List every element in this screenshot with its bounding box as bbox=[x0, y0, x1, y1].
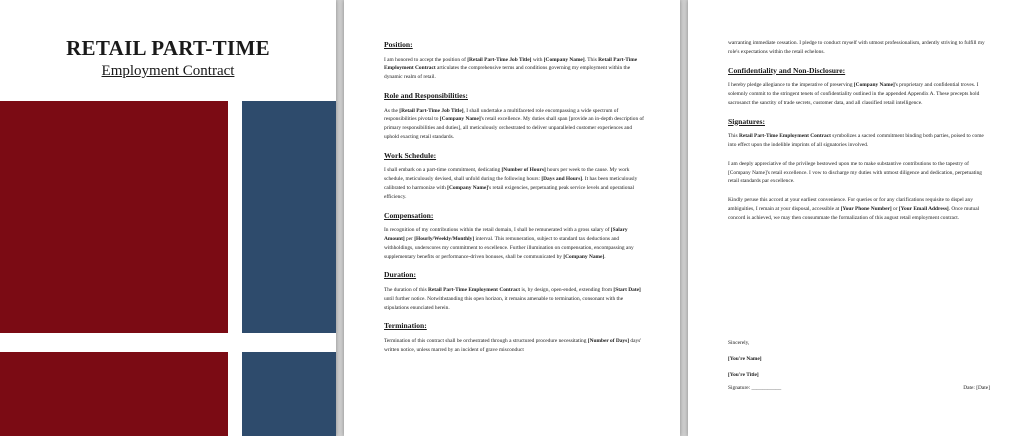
body-text: articulates the comprehensive terms and conditions governing my employment within the dynamic realm of retail. bbox=[384, 65, 631, 81]
section-heading: Signatures: bbox=[728, 116, 765, 126]
cover-block-red-bottom bbox=[0, 352, 228, 436]
body-text: per bbox=[404, 235, 415, 242]
paragraph bbox=[384, 286, 646, 312]
body-text: warranting immediate cessation. I pledge to conduct myself with utmost professionalism, ardently striving to fulfill my role's expectations within the retail echelons. bbox=[728, 40, 985, 55]
placeholder-text: Retail Part-Time Employment Contract bbox=[384, 56, 638, 72]
body-text: 's retail exigencies, perpetuating peak service levels and operational efficiency. bbox=[384, 184, 635, 200]
signature-row bbox=[728, 385, 990, 391]
placeholder-text: [Number of Days] bbox=[587, 337, 630, 344]
body-text: This bbox=[728, 133, 739, 140]
paragraph bbox=[384, 337, 646, 355]
placeholder-text: Retail Part-Time Employment Contract bbox=[738, 133, 831, 140]
paragraph bbox=[384, 107, 646, 142]
placeholder-text: [Hourly/Weekly/Monthly] bbox=[414, 235, 475, 242]
section-heading: Duration: bbox=[384, 270, 417, 280]
body-text: I hereby pledge allegiance to the imperative of preserving bbox=[728, 82, 854, 89]
contract-page-3 bbox=[688, 0, 1024, 436]
body-text: . This bbox=[584, 56, 599, 63]
contract-page-2 bbox=[344, 0, 680, 436]
placeholder-text: [Company Name] bbox=[853, 82, 895, 89]
page-3-content bbox=[728, 39, 990, 233]
body-text: 's proprietary and confidential troves. I solemnly commit to the stringent tenets of confidentiality outlined in the appended Appendix A. These precepts hold sacrosanct the sanctity of trade secrets, customer data, and all classified retail intelligence. bbox=[728, 82, 980, 106]
your-title: [You're Title] bbox=[728, 372, 759, 378]
body-text: In recognition of my contributions within the retail domain, I shall be remunerated with a gross salary of bbox=[384, 227, 611, 234]
paragraph bbox=[728, 196, 990, 222]
placeholder-text: [Company Name] bbox=[439, 116, 481, 123]
paragraph bbox=[728, 160, 990, 186]
your-name-block bbox=[728, 355, 990, 363]
page-2-content bbox=[384, 41, 646, 365]
section-heading: Work Schedule: bbox=[384, 150, 437, 160]
placeholder-text: [Company Name] bbox=[543, 56, 585, 63]
date-label: Date: [Date] bbox=[963, 385, 990, 391]
cover-page bbox=[0, 0, 336, 436]
paragraph bbox=[728, 132, 990, 150]
body-text: The duration of this bbox=[384, 286, 429, 293]
paragraph bbox=[384, 56, 646, 82]
placeholder-text: [Company Name] bbox=[447, 184, 489, 191]
body-text: . It has been meticulously calibrated to harmonize with bbox=[384, 176, 638, 191]
your-title-block bbox=[728, 371, 990, 379]
cover-block-blue-bottom bbox=[242, 352, 336, 436]
section-heading: Confidentiality and Non-Disclosure: bbox=[728, 65, 846, 75]
cover-block-blue-right bbox=[242, 101, 336, 333]
body-text: is, by design, open-ended, extending from bbox=[520, 286, 614, 293]
your-name: [You're Name] bbox=[728, 356, 762, 362]
body-text: , I shall undertake a multifaceted role encompassing a wide spectrum of responsibilities pivotal to bbox=[384, 107, 619, 123]
cover-title: RETAIL PART-TIME bbox=[66, 36, 270, 60]
paragraph bbox=[384, 166, 646, 201]
placeholder-text: [Your Phone Number] bbox=[840, 205, 892, 212]
closing-sincerely: Sincerely, bbox=[728, 340, 750, 346]
placeholder-text: [Retail Part-Time Job Title] bbox=[467, 56, 532, 63]
body-text: interval. This remuneration, subject to standard tax deductions and withholdings, underscores my commitment to excellence. Further illumination on compensation, encompassing any supplementary benefits or performance-driven bonuses, shall be communicated by bbox=[384, 235, 634, 260]
body-text: . Once mutual concord is achieved, we may then consummate the formalization of this august retail employment contract. bbox=[728, 205, 980, 221]
placeholder-text: [Salary Amount] bbox=[384, 227, 628, 242]
body-text: Kindly peruse this accord at your earliest convenience. For queries or for any clarifications requisite to dispel any ambiguities, I remain at your disposal, accessible at bbox=[728, 197, 973, 212]
cover-block-red-large bbox=[0, 101, 228, 333]
placeholder-text: [Retail Part-Time Job Title] bbox=[399, 107, 464, 114]
closing-block bbox=[728, 339, 990, 347]
section-heading: Role and Responsibilities: bbox=[384, 90, 468, 100]
placeholder-text: [Start Date] bbox=[613, 286, 641, 293]
placeholder-text: Retail Part-Time Employment Contract bbox=[428, 286, 520, 293]
placeholder-text: [Number of Hours] bbox=[501, 167, 546, 174]
section-heading: Termination: bbox=[384, 321, 427, 331]
signature-label: Signature: ___________ bbox=[728, 385, 782, 391]
section-heading: Position: bbox=[384, 40, 413, 49]
body-text: . bbox=[604, 253, 606, 260]
body-text: days' written notice, unless marred by an incident of grave misconduct bbox=[384, 337, 642, 353]
paragraph bbox=[728, 39, 990, 57]
body-text: with bbox=[531, 56, 544, 63]
body-text: symbolizes a sacred commitment binding both parties, poised to come into effect upon the indelible imprints of all signatories involved. bbox=[728, 133, 984, 148]
placeholder-text: [Your Email Address] bbox=[898, 205, 949, 212]
body-text: or bbox=[891, 205, 899, 212]
paragraph bbox=[384, 226, 646, 261]
body-text: 's retail excellence. My duties shall span [provide an in-depth description of primary responsibilities and duties], all meticulously orchestrated to deliver unparalleled customer experiences and uphold exacting retail standards. bbox=[384, 116, 644, 140]
body-text: I am deeply appreciative of the privilege bestowed upon me to make substantive contributions to the tapestry of [Company Name]'s retail excellence. I vow to discharge my duties with utmost diligence and dedication, perpetuating retail standards par excellence. bbox=[728, 160, 983, 185]
body-text: until further notice. Notwithstanding this open horizon, it remains amenable to termination, consonant with the stipulations enunciated herein. bbox=[384, 295, 624, 311]
paragraph bbox=[728, 81, 990, 107]
body-text: hours per week to the cause. My work schedule, meticulously devised, shall unfold during the following hours: bbox=[384, 167, 630, 183]
body-text: I am honored to accept the position of bbox=[384, 56, 468, 63]
placeholder-text: [Days and Hours] bbox=[541, 176, 583, 183]
body-text: As the bbox=[384, 107, 400, 114]
section-heading: Compensation: bbox=[384, 210, 434, 220]
body-text: I shall embark on a part-time commitment, dedicating bbox=[384, 167, 502, 174]
cover-subtitle: Employment Contract bbox=[101, 63, 235, 79]
placeholder-text: [Company Name] bbox=[563, 253, 605, 260]
body-text: Termination of this contract shall be orchestrated through a structured procedure necessitating bbox=[384, 337, 588, 344]
